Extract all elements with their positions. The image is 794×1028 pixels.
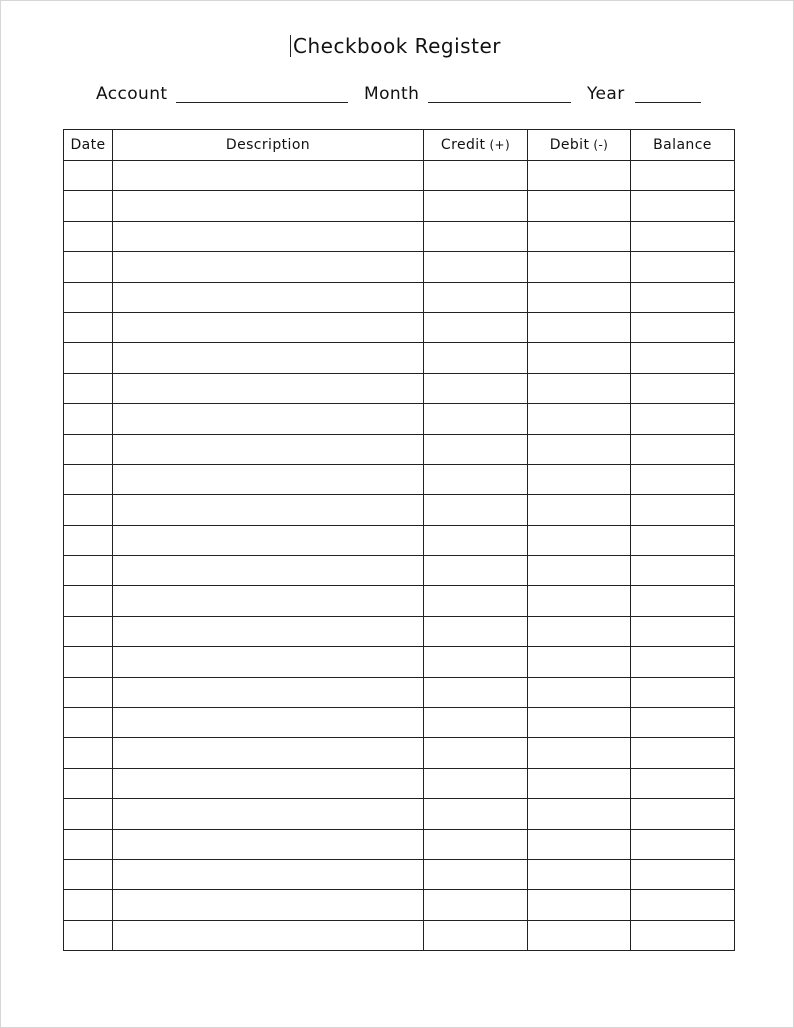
cell-date[interactable] — [64, 708, 113, 738]
cell-description[interactable] — [113, 556, 424, 586]
table-row — [64, 343, 735, 373]
cell-balance[interactable] — [631, 890, 735, 920]
cell-description[interactable] — [113, 464, 424, 494]
table-row — [64, 464, 735, 494]
cell-description[interactable] — [113, 312, 424, 342]
cell-balance[interactable] — [631, 677, 735, 707]
column-label: Credit — [440, 137, 486, 153]
cell-debit[interactable] — [528, 616, 631, 646]
cell-description[interactable] — [113, 343, 424, 373]
cell-debit[interactable] — [528, 799, 631, 829]
cell-date[interactable] — [64, 434, 113, 464]
cell-date[interactable] — [64, 252, 113, 282]
cell-credit[interactable] — [424, 556, 528, 586]
cell-balance[interactable] — [631, 434, 735, 464]
column-label: Debit — [549, 137, 590, 153]
cell-balance[interactable] — [631, 829, 735, 859]
column-label: Balance — [653, 137, 712, 153]
column-label: Description — [225, 137, 311, 153]
cell-description[interactable] — [113, 252, 424, 282]
cell-date[interactable] — [64, 586, 113, 616]
cell-debit[interactable] — [528, 677, 631, 707]
table-row — [64, 586, 735, 616]
cell-date[interactable] — [64, 738, 113, 768]
cell-credit[interactable] — [424, 161, 528, 191]
cell-credit[interactable] — [424, 373, 528, 403]
register-body — [64, 161, 735, 951]
cell-balance[interactable] — [631, 738, 735, 768]
year-line[interactable] — [635, 102, 701, 103]
cell-balance[interactable] — [631, 495, 735, 525]
table-row — [64, 920, 735, 950]
table-row — [64, 252, 735, 282]
cell-credit[interactable] — [424, 525, 528, 555]
table-row — [64, 708, 735, 738]
cell-debit[interactable] — [528, 586, 631, 616]
cell-debit[interactable] — [528, 495, 631, 525]
column-sign: (+) — [489, 138, 511, 152]
cell-credit[interactable] — [424, 768, 528, 798]
cell-debit[interactable] — [528, 920, 631, 950]
register-table — [63, 129, 735, 951]
cell-debit[interactable] — [528, 221, 631, 251]
cell-date[interactable] — [64, 799, 113, 829]
cell-description[interactable] — [113, 404, 424, 434]
column-header-date — [64, 130, 113, 161]
cell-debit[interactable] — [528, 768, 631, 798]
table-row — [64, 768, 735, 798]
cell-description[interactable] — [113, 647, 424, 677]
table-row — [64, 191, 735, 221]
cell-description[interactable] — [113, 920, 424, 950]
cell-credit[interactable] — [424, 738, 528, 768]
cell-balance[interactable] — [631, 464, 735, 494]
cell-credit[interactable] — [424, 829, 528, 859]
page-title-container[interactable] — [293, 32, 501, 60]
cell-date[interactable] — [64, 829, 113, 859]
cell-description[interactable] — [113, 799, 424, 829]
cell-balance[interactable] — [631, 616, 735, 646]
cell-credit[interactable] — [424, 191, 528, 221]
cell-date[interactable] — [64, 525, 113, 555]
cell-credit[interactable] — [424, 708, 528, 738]
cell-date[interactable] — [64, 495, 113, 525]
cell-credit[interactable] — [424, 647, 528, 677]
cell-date[interactable] — [64, 616, 113, 646]
page-title-wrapper — [0, 32, 794, 60]
cell-date[interactable] — [64, 404, 113, 434]
table-row — [64, 829, 735, 859]
table-row — [64, 556, 735, 586]
cell-balance[interactable] — [631, 768, 735, 798]
cell-description[interactable] — [113, 738, 424, 768]
cell-balance[interactable] — [631, 282, 735, 312]
cell-description[interactable] — [113, 616, 424, 646]
cell-date[interactable] — [64, 556, 113, 586]
cell-description[interactable] — [113, 495, 424, 525]
cell-credit[interactable] — [424, 252, 528, 282]
cell-description[interactable] — [113, 586, 424, 616]
column-sign: (-) — [593, 138, 609, 152]
table-row — [64, 677, 735, 707]
cell-description[interactable] — [113, 768, 424, 798]
table-row — [64, 282, 735, 312]
cell-balance[interactable] — [631, 799, 735, 829]
cell-debit[interactable] — [528, 859, 631, 889]
cell-date[interactable] — [64, 312, 113, 342]
cell-debit[interactable] — [528, 404, 631, 434]
cell-credit[interactable] — [424, 434, 528, 464]
cell-credit[interactable] — [424, 495, 528, 525]
cell-balance[interactable] — [631, 191, 735, 221]
cell-balance[interactable] — [631, 404, 735, 434]
cell-date[interactable] — [64, 191, 113, 221]
cell-debit[interactable] — [528, 738, 631, 768]
table-row — [64, 312, 735, 342]
cell-debit[interactable] — [528, 343, 631, 373]
cell-credit[interactable] — [424, 677, 528, 707]
cell-date[interactable] — [64, 859, 113, 889]
cell-balance[interactable] — [631, 556, 735, 586]
cell-debit[interactable] — [528, 464, 631, 494]
column-header-description — [113, 130, 424, 161]
cell-description[interactable] — [113, 708, 424, 738]
cell-date[interactable] — [64, 373, 113, 403]
cell-description[interactable] — [113, 859, 424, 889]
cell-debit[interactable] — [528, 525, 631, 555]
cell-description[interactable] — [113, 525, 424, 555]
column-header-debit — [528, 130, 631, 161]
table-row — [64, 221, 735, 251]
table-row — [64, 161, 735, 191]
cell-credit[interactable] — [424, 859, 528, 889]
cell-balance[interactable] — [631, 252, 735, 282]
cell-debit[interactable] — [528, 282, 631, 312]
table-row — [64, 647, 735, 677]
cell-balance[interactable] — [631, 343, 735, 373]
table-row — [64, 373, 735, 403]
cell-credit[interactable] — [424, 890, 528, 920]
table-row — [64, 799, 735, 829]
cell-balance[interactable] — [631, 586, 735, 616]
table-row — [64, 738, 735, 768]
cell-date[interactable] — [64, 221, 113, 251]
table-row — [64, 404, 735, 434]
cell-description[interactable] — [113, 221, 424, 251]
text-cursor — [290, 35, 291, 57]
cell-balance[interactable] — [631, 708, 735, 738]
cell-credit[interactable] — [424, 920, 528, 950]
cell-balance[interactable] — [631, 221, 735, 251]
cell-balance[interactable] — [631, 312, 735, 342]
cell-debit[interactable] — [528, 161, 631, 191]
cell-balance[interactable] — [631, 373, 735, 403]
cell-date[interactable] — [64, 647, 113, 677]
cell-balance[interactable] — [631, 647, 735, 677]
cell-balance[interactable] — [631, 920, 735, 950]
cell-balance[interactable] — [631, 525, 735, 555]
cell-balance[interactable] — [631, 859, 735, 889]
cell-debit[interactable] — [528, 312, 631, 342]
cell-credit[interactable] — [424, 586, 528, 616]
column-label: Date — [70, 137, 106, 153]
cell-date[interactable] — [64, 282, 113, 312]
cell-debit[interactable] — [528, 434, 631, 464]
column-header-credit — [424, 130, 528, 161]
table-row — [64, 495, 735, 525]
cell-date[interactable] — [64, 464, 113, 494]
cell-description[interactable] — [113, 373, 424, 403]
cell-date[interactable] — [64, 768, 113, 798]
cell-description[interactable] — [113, 191, 424, 221]
cell-debit[interactable] — [528, 647, 631, 677]
page-title: Checkbook Register — [293, 34, 501, 58]
cell-debit[interactable] — [528, 191, 631, 221]
cell-date[interactable] — [64, 161, 113, 191]
account-label: Account — [96, 84, 168, 104]
cell-description[interactable] — [113, 677, 424, 707]
table-row — [64, 525, 735, 555]
cell-credit[interactable] — [424, 799, 528, 829]
month-label: Month — [364, 84, 420, 104]
cell-debit[interactable] — [528, 890, 631, 920]
table-row — [64, 859, 735, 889]
cell-debit[interactable] — [528, 708, 631, 738]
cell-description[interactable] — [113, 161, 424, 191]
cell-description[interactable] — [113, 434, 424, 464]
cell-description[interactable] — [113, 890, 424, 920]
cell-credit[interactable] — [424, 616, 528, 646]
cell-debit[interactable] — [528, 556, 631, 586]
cell-credit[interactable] — [424, 282, 528, 312]
cell-credit[interactable] — [424, 221, 528, 251]
cell-date[interactable] — [64, 890, 113, 920]
cell-description[interactable] — [113, 829, 424, 859]
cell-balance[interactable] — [631, 161, 735, 191]
table-row — [64, 890, 735, 920]
cell-credit[interactable] — [424, 343, 528, 373]
table-row — [64, 434, 735, 464]
header-row — [64, 130, 735, 161]
month-line[interactable] — [428, 102, 571, 103]
cell-date[interactable] — [64, 343, 113, 373]
cell-debit[interactable] — [528, 252, 631, 282]
account-line[interactable] — [176, 102, 348, 103]
cell-description[interactable] — [113, 282, 424, 312]
cell-date[interactable] — [64, 677, 113, 707]
table-row — [64, 616, 735, 646]
cell-credit[interactable] — [424, 404, 528, 434]
cell-credit[interactable] — [424, 464, 528, 494]
year-label: Year — [587, 84, 625, 104]
cell-credit[interactable] — [424, 312, 528, 342]
cell-debit[interactable] — [528, 829, 631, 859]
column-header-balance — [631, 130, 735, 161]
cell-date[interactable] — [64, 920, 113, 950]
cell-debit[interactable] — [528, 373, 631, 403]
